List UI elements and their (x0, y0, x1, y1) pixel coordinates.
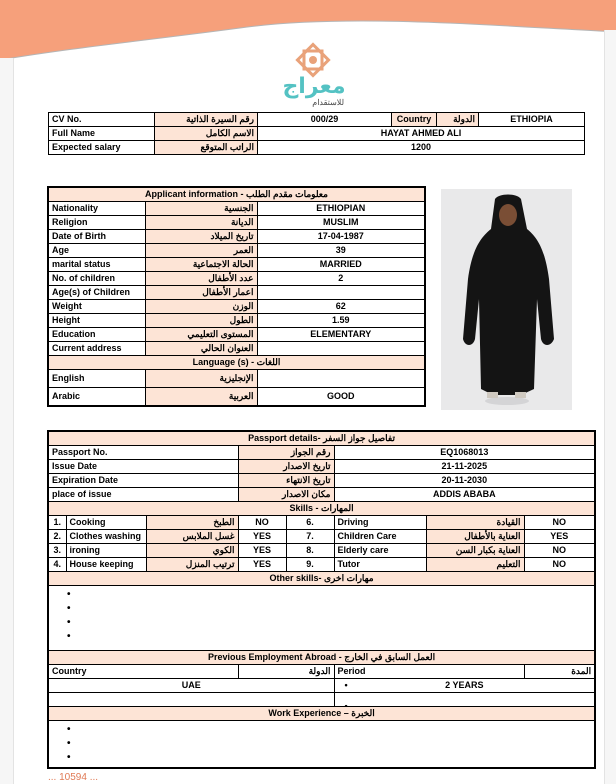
passport-skills-table (47, 430, 596, 769)
skill-value: NO (524, 558, 595, 572)
table-row (48, 679, 595, 693)
skill-label-ar: الكوي (146, 544, 238, 558)
row-label: Expiration Date (48, 474, 238, 488)
table-row (48, 488, 595, 502)
row-label: place of issue (48, 488, 238, 502)
salary-label-ar: الراتب المتوقع (155, 141, 258, 155)
row-value: 2 (257, 272, 425, 286)
row-label: Passport No. (48, 446, 238, 460)
lang-value: GOOD (257, 388, 425, 407)
list-item: • (67, 631, 71, 642)
skill-label: Clothes washing (66, 530, 146, 544)
row-label-ar: الجنسية (145, 202, 257, 216)
table-row (48, 388, 425, 407)
row-value: MUSLIM (257, 216, 425, 230)
full-name-label: Full Name (49, 127, 155, 141)
table-row (48, 314, 425, 328)
row-value: 17-04-1987 (257, 230, 425, 244)
employment-country-label: Country (48, 665, 238, 679)
row-label: Education (48, 328, 145, 342)
full-name-value: HAYAT AHMED ALI (258, 127, 585, 141)
applicant-info-table (47, 186, 426, 407)
employment-period-cell (334, 679, 595, 693)
table-row (48, 370, 425, 388)
table-row (48, 328, 425, 342)
lang-label-ar: العربية (145, 388, 257, 407)
row-label-ar: العنوان الحالي (145, 342, 257, 356)
skill-number: 1. (48, 516, 66, 530)
skill-value: NO (524, 516, 595, 530)
skill-label: Tutor (334, 558, 426, 572)
row-value: EQ1068013 (334, 446, 595, 460)
work-experience-list (48, 721, 595, 769)
table-row (48, 693, 595, 707)
cv-header-table (48, 112, 585, 155)
row-label-ar: تاريخ الميلاد (145, 230, 257, 244)
lang-label-ar: الإنجليزية (145, 370, 257, 388)
passport-title: Passport details- تفاصيل جواز السفر (48, 431, 595, 446)
table-row (48, 446, 595, 460)
table-row (48, 558, 595, 572)
skill-number: 4. (48, 558, 66, 572)
row-label: Nationality (48, 202, 145, 216)
applicant-info-title: Applicant information - معلومات مقدم الطلب (48, 187, 425, 202)
skill-label: Cooking (66, 516, 146, 530)
skill-value: YES (238, 544, 286, 558)
row-label-ar: الديانة (145, 216, 257, 230)
row-label-ar: مكان الاصدار (238, 488, 334, 502)
row-label: Weight (48, 300, 145, 314)
logo-brand-text: معراج (282, 74, 346, 99)
skill-label-ar: غسل الملابس (146, 530, 238, 544)
skill-label: Driving (334, 516, 426, 530)
employment-period-label-ar: المدة (524, 665, 595, 679)
employment-period-label: Period (334, 665, 524, 679)
employment-country-value: UAE (48, 679, 334, 693)
lang-label: English (48, 370, 145, 388)
table-row (48, 530, 595, 544)
skill-value: YES (238, 530, 286, 544)
skill-label-ar: العناية بكبار السن (426, 544, 524, 558)
employment-period-cell (334, 693, 595, 707)
company-logo (262, 38, 366, 110)
table-row (48, 300, 425, 314)
salary-label: Expected salary (49, 141, 155, 155)
list-item: • (67, 738, 71, 749)
row-label-ar: الوزن (145, 300, 257, 314)
row-value: 1.59 (257, 314, 425, 328)
skill-number: 3. (48, 544, 66, 558)
lang-label: Arabic (48, 388, 145, 407)
row-value: ADDIS ABABA (334, 488, 595, 502)
list-item: • (67, 752, 71, 763)
right-margin-bar (604, 30, 616, 784)
skill-label-ar: العناية بالأطفال (426, 530, 524, 544)
work-experience-title: Work Experience – الخبرة (48, 707, 595, 721)
row-label: Height (48, 314, 145, 328)
skill-value: NO (524, 544, 595, 558)
skill-label: Children Care (334, 530, 426, 544)
employment-period-value: 2 YEARS (445, 680, 484, 690)
row-label: Date of Birth (48, 230, 145, 244)
table-row (48, 544, 595, 558)
row-label: Issue Date (48, 460, 238, 474)
skill-label: ironing (66, 544, 146, 558)
row-label-ar: العمر (145, 244, 257, 258)
lang-value (257, 370, 425, 388)
row-value: 62 (257, 300, 425, 314)
row-label-ar: الحالة الاجتماعية (145, 258, 257, 272)
table-row (48, 665, 595, 679)
table-row (48, 460, 595, 474)
list-item: • (67, 724, 71, 735)
table-row (48, 474, 595, 488)
skill-value: YES (524, 530, 595, 544)
employment-country-label-ar: الدولة (238, 665, 334, 679)
country-label: Country (392, 113, 437, 127)
skill-label: House keeping (66, 558, 146, 572)
logo-subtitle: للاستقدام (312, 98, 344, 107)
row-value (257, 286, 425, 300)
bullet: • (344, 700, 348, 707)
table-row (48, 342, 425, 356)
language-title: Language (s) - اللغات (48, 356, 425, 370)
list-item: • (67, 603, 71, 614)
row-label-ar: تاريخ الانتهاء (238, 474, 334, 488)
country-value: ETHIOPIA (479, 113, 585, 127)
cv-no-label: CV No. (49, 113, 155, 127)
skill-value: YES (238, 558, 286, 572)
row-label: marital status (48, 258, 145, 272)
row-label: No. of children (48, 272, 145, 286)
row-label-ar: اعمار الأطفال (145, 286, 257, 300)
row-label-ar: عدد الأطفال (145, 272, 257, 286)
table-row (48, 258, 425, 272)
cv-no-label-ar: رقم السيرة الذاتية (155, 113, 258, 127)
skill-number: 2. (48, 530, 66, 544)
row-value: 39 (257, 244, 425, 258)
left-margin-bar (0, 58, 14, 784)
row-value: 21-11-2025 (334, 460, 595, 474)
row-label: Age(s) of Children (48, 286, 145, 300)
table-row (48, 230, 425, 244)
skill-value: NO (238, 516, 286, 530)
skill-number: 7. (286, 530, 334, 544)
row-value: ELEMENTARY (257, 328, 425, 342)
row-value: 20-11-2030 (334, 474, 595, 488)
skill-number: 6. (286, 516, 334, 530)
table-row (48, 516, 595, 530)
list-item: • (67, 589, 71, 600)
row-label: Current address (48, 342, 145, 356)
row-label-ar: رقم الجواز (238, 446, 334, 460)
other-skills-list (48, 586, 595, 651)
skill-number: 8. (286, 544, 334, 558)
cv-no-value: 000/29 (258, 113, 392, 127)
full-name-label-ar: الاسم الكامل (155, 127, 258, 141)
skill-label-ar: التعليم (426, 558, 524, 572)
row-label-ar: الطول (145, 314, 257, 328)
other-skills-title: Other skills- مهارات اخرى (48, 572, 595, 586)
table-row (48, 286, 425, 300)
employment-title: Previous Employment Abroad - العمل السابق في الخارج (48, 651, 595, 665)
skill-number: 9. (286, 558, 334, 572)
row-label-ar: تاريخ الاصدار (238, 460, 334, 474)
bullet: • (344, 680, 348, 690)
row-label-ar: المستوى التعليمي (145, 328, 257, 342)
country-label-ar: الدولة (437, 113, 479, 127)
skill-label-ar: الطبخ (146, 516, 238, 530)
row-label: Age (48, 244, 145, 258)
row-label: Religion (48, 216, 145, 230)
table-row (48, 202, 425, 216)
applicant-photo (441, 189, 572, 410)
table-row (48, 216, 425, 230)
row-value: MARRIED (257, 258, 425, 272)
table-row (48, 244, 425, 258)
row-value: ETHIOPIAN (257, 202, 425, 216)
list-item: • (67, 617, 71, 628)
footer-text: ... 10594 ... (48, 772, 99, 783)
skill-label-ar: ترتيب المنزل (146, 558, 238, 572)
table-row (48, 272, 425, 286)
person-photo-icon (441, 189, 572, 410)
salary-value: 1200 (258, 141, 585, 155)
employment-country-empty (48, 693, 334, 707)
row-value (257, 342, 425, 356)
skill-label-ar: القيادة (426, 516, 524, 530)
skills-title: Skills - المهارات (48, 502, 595, 516)
skill-label: Elderly care (334, 544, 426, 558)
